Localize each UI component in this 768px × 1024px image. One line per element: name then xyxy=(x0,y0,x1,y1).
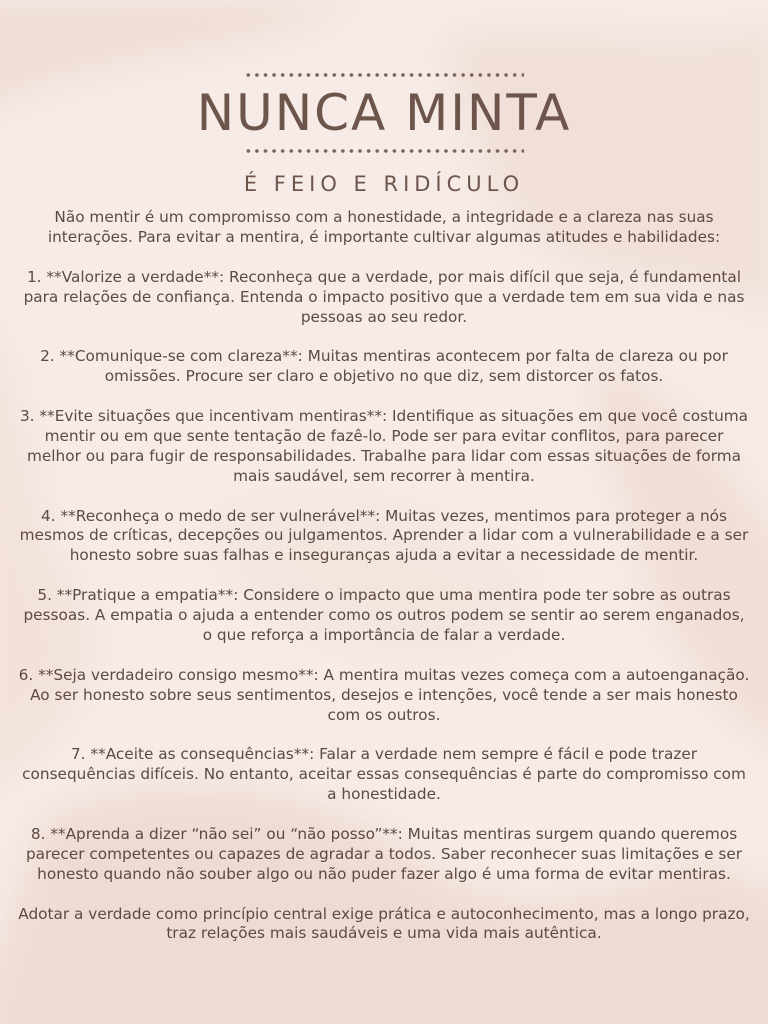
page-subtitle: É FEIO E RIDÍCULO xyxy=(243,172,525,196)
list-item: 1. **Valorize a verdade**: Reconheça que a verdade, por mais difícil que seja, é fundamental para relações de confiança. Entenda o impacto positivo que a verdade tem em sua vida e nas pessoas ao seu redor. xyxy=(23,267,745,326)
list-item: 5. **Pratique a empatia**: Considere o impacto que uma mentira pode ter sobre as outras pessoas. A empatia o ajuda a entender como os outros podem se sentir ao serem enganados, o que reforça a importância de falar a verdade. xyxy=(23,586,745,644)
dotted-divider-top xyxy=(244,72,524,78)
list-item: 6. **Seja verdadeiro consigo mesmo**: A mentira muitas vezes começa com a autoenganação. Ao ser honesto sobre seus sentimentos, desejos e intenções, você tende a ser mais honesto com os outros. xyxy=(18,665,750,724)
list-item: 3. **Evite situações que incentivam mentiras**: Identifique as situações em que você costuma mentir ou em que sente tentação de fazê-lo. Pode ser para evitar conflitos, para parecer melhor ou para fugir de responsabilidades. Trabalhe para lidar com essas situações de forma mais saudável, sem recorrer à mentira. xyxy=(19,407,749,485)
body-text xyxy=(18,208,750,944)
page-title: NUNCA MINTA xyxy=(196,84,572,142)
list-item: 8. **Aprenda a dizer “não sei” ou “não posso”**: Muitas mentiras surgem quando queremos parecer competentes ou capazes de agradar a todos. Saber reconhecer suas limitações e ser honesto quando não souber algo ou não puder fazer algo é uma forma de evitar mentiras. xyxy=(25,824,743,883)
dotted-divider-bottom xyxy=(244,148,524,154)
intro-paragraph: Não mentir é um compromisso com a honestidade, a integridade e a clareza nas suas interações. Para evitar a mentira, é importante cultivar algumas atitudes e habilidades: xyxy=(47,208,721,246)
list-item: 7. **Aceite as consequências**: Falar a verdade nem sempre é fácil e pode trazer consequências difíceis. No entanto, aceitar essas consequências é parte do compromisso com a honestidade. xyxy=(22,745,746,804)
conclusion-paragraph: Adotar a verdade como princípio central exige prática e autoconhecimento, mas a longo prazo, traz relações mais saudáveis e uma vida mais autêntica. xyxy=(18,904,750,943)
list-item: 4. **Reconheça o medo de ser vulnerável**: Muitas vezes, mentimos para proteger a nós mesmos de críticas, decepções ou julgamentos. Aprender a lidar com a vulnerabilidade e a ser honesto sobre suas falhas e inseguranças ajuda a evitar a necessidade de mentir. xyxy=(19,506,749,565)
list-item: 2. **Comunique-se com clareza**: Muitas mentiras acontecem por falta de clareza ou por omissões. Procure ser claro e objetivo no que diz, sem distorcer os fatos. xyxy=(40,347,728,386)
